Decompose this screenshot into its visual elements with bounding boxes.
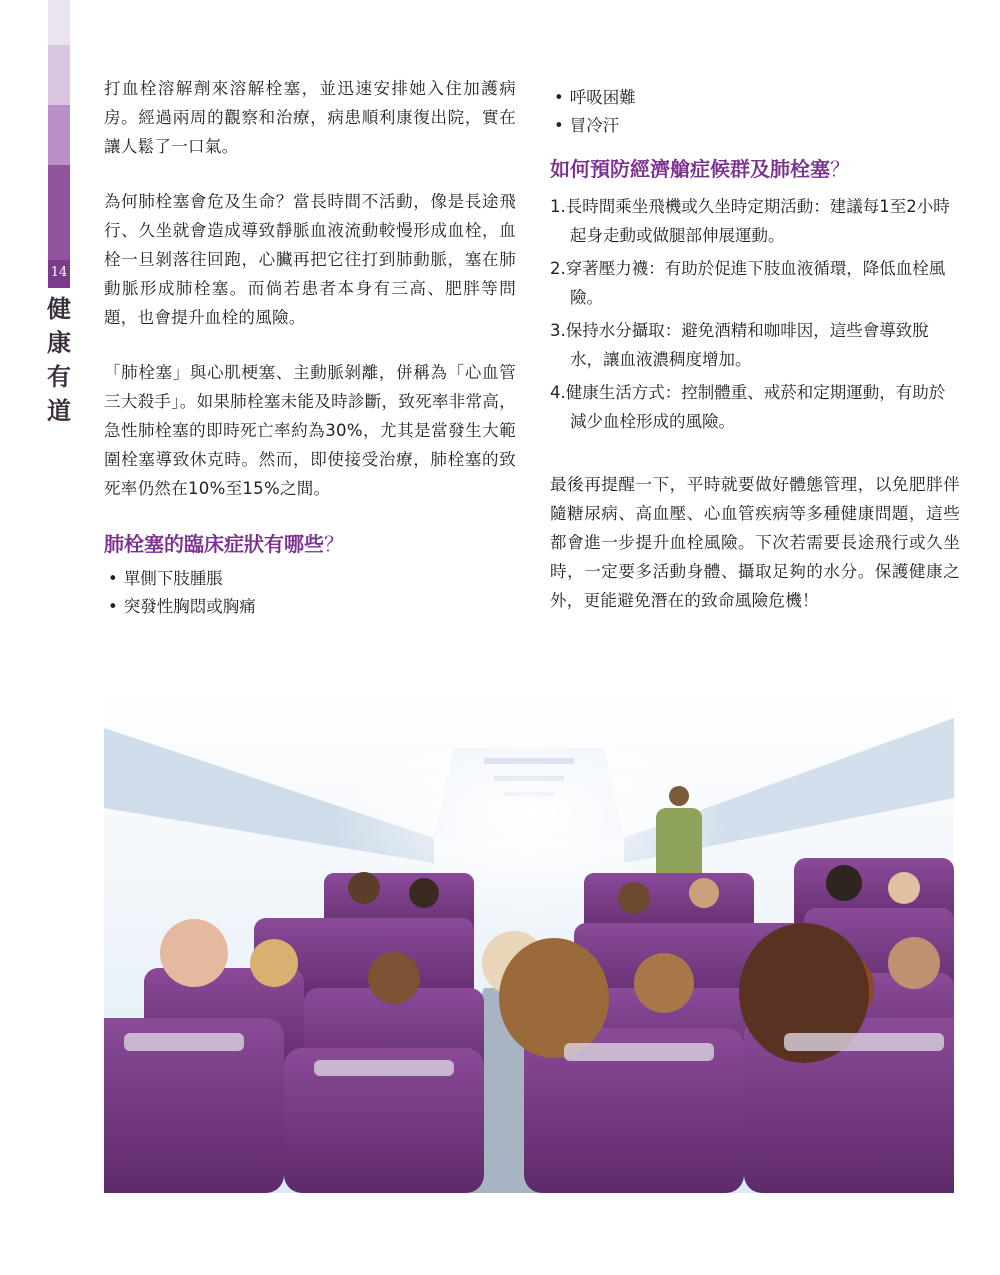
symptom-item: • 冒冷汗 (554, 112, 960, 140)
prevention-step: 4.健康生活方式：控制體重、戒菸和定期運動，有助於減少血栓形成的風險。 (550, 383, 946, 431)
symptom-item: • 呼吸困難 (554, 84, 960, 112)
right-column (550, 84, 960, 641)
paragraph-3: 「肺栓塞」與心肌梗塞、主動脈剝離，併稱為「心血管三大殺手」。如果肺栓塞未能及時診斷，致死率非常高，急性肺栓塞的即時死亡率約為30%，尤其是當發生大範圍栓塞導致休克時。然而，即使接受治療，肺栓塞的致死率仍然在10%至15%之間。 (104, 363, 516, 498)
sidebar-strip-2 (48, 45, 70, 105)
paragraph-2: 為何肺栓塞會危及生命？當長時間不活動，像是長途飛行、久坐就會造成導致靜脈血液流動較慢形成血栓，血栓一旦剝落往回跑，心臟再把它往打到肺動脈，塞在肺動脈形成肺栓塞。而倘若患者本身有三高、肥胖等問題，也會提升血栓的風險。 (104, 192, 516, 327)
sidebar-strip-1 (48, 0, 70, 45)
prevention-heading (550, 154, 960, 184)
near-passenger-head (499, 938, 609, 1058)
airplane-cabin-photo (104, 688, 954, 1193)
bald-passenger-head (160, 919, 228, 987)
paragraph-1: 打血栓溶解劑來溶解栓塞，並迅速安排她入住加護病房。經過兩周的觀察和治療，病患順利康復出院，實在讓人鬆了一口氣。 (104, 79, 516, 156)
prevention-heading-mark: ？ (830, 157, 850, 181)
section-title: 健康有道 (47, 294, 71, 425)
symptoms-heading (104, 529, 516, 559)
symptoms-list-continued (550, 84, 960, 140)
sidebar-strip-3 (48, 105, 70, 165)
prevention-step: 1.長時間乘坐飛機或久坐時定期活動：建議每1至2小時起身走動或做腿部伸展運動。 (550, 197, 950, 245)
symptoms-heading-text: 肺栓塞的臨床症狀有哪些 (104, 532, 324, 556)
prevention-heading-text: 如何預防經濟艙症候群及肺栓塞 (550, 157, 830, 181)
cabin-illustration (104, 688, 954, 1193)
sidebar-strip-4 (48, 165, 70, 260)
symptoms-heading-mark: ？ (324, 532, 344, 556)
symptoms-list (104, 565, 516, 621)
left-column (104, 74, 516, 621)
symptom-item: • 突發性胸悶或胸痛 (108, 593, 516, 621)
closing-paragraph: 最後再提醒一下，平時就要做好體態管理，以免肥胖伴隨糖尿病、高血壓、心血管疾病等多種健康問題，這些都會進一步提升血栓風險。下次若需要長途飛行或久坐時，一定要多活動身體、攝取足夠的水分。保護健康之外，更能避免潛在的致命風險危機！ (550, 475, 960, 610)
prevention-steps (550, 192, 960, 436)
symptom-item: • 單側下肢腫脹 (108, 565, 516, 593)
prevention-step: 2.穿著壓力襪：有助於促進下肢血液循環，降低血栓風險。 (550, 259, 946, 307)
prevention-step: 3.保持水分攝取：避免酒精和咖啡因，這些會導致脫水，讓血液濃稠度增加。 (550, 321, 929, 369)
page-number: 14 (50, 265, 68, 280)
